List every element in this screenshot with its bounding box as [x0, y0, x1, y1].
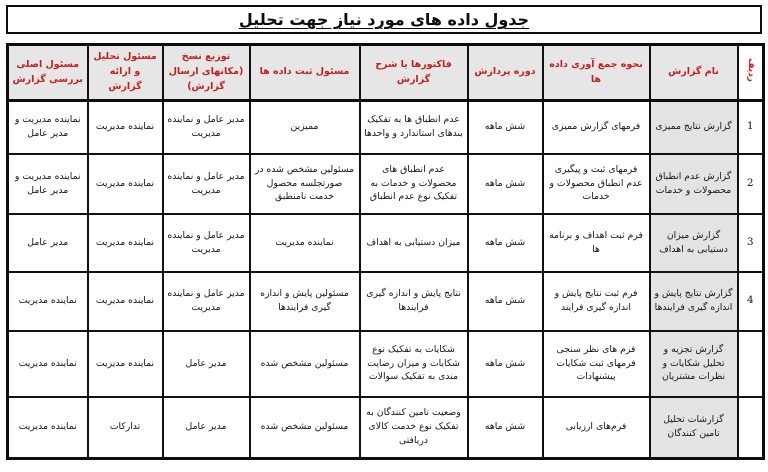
header-row: [8, 45, 764, 101]
cell-row-number: [738, 397, 764, 459]
cell-factors: عدم انطباق های محصولات و خدمات به تفکیک نوع عدم انطباق: [360, 154, 468, 214]
cell-analyst: نماینده مدیریت: [88, 272, 163, 331]
table-row: [8, 101, 764, 154]
cell-distribution: مدیر عامل و نماینده مدیریت: [163, 101, 250, 154]
cell-collection: فرم های نظر سنجی فرمهای ثبت شکایات پیشنهادات: [543, 331, 650, 397]
column-header-collection: نحوه جمع آوری داده ها: [543, 45, 650, 101]
cell-factors: عدم انطباق ها به تفکیک بندهای استاندارد و واحدها: [360, 101, 468, 154]
cell-distribution: مدیر عامل و نماینده مدیریت: [163, 214, 250, 272]
cell-row-number: [738, 331, 764, 397]
cell-reviewer: نماینده مدیریت: [8, 397, 88, 459]
cell-factors: میزان دستیابی به اهداف: [360, 214, 468, 272]
cell-report-name: گزارشات تحلیل تامین کنندگان: [650, 397, 738, 459]
table-row: [8, 154, 764, 214]
cell-reviewer: مدیر عامل: [8, 214, 88, 272]
document-title: جدول داده های مورد نیاز جهت تحلیل: [238, 10, 530, 29]
cell-reviewer: نماینده مدیریت و مدیر عامل: [8, 154, 88, 214]
cell-factors: شکایات به تفکیک نوع شکایات و میزان رضایت مندی به تفکیک سوالات: [360, 331, 468, 397]
column-header-distribution: توزیع نسخ (مکانهای ارسال گزارش): [163, 45, 250, 101]
cell-analyst: نماینده مدیریت: [88, 331, 163, 397]
cell-registrar: نماینده مدیریت: [250, 214, 360, 272]
cell-row-number: 3: [738, 214, 764, 272]
cell-analyst: تدارکات: [88, 397, 163, 459]
cell-row-number: 1: [738, 101, 764, 154]
cell-factors: نتایج پایش و اندازه گیری فرایندها: [360, 272, 468, 331]
cell-factors: وضعیت تامین کنندگان به تفکیک نوع خدمت کالای دریافتی: [360, 397, 468, 459]
cell-reviewer: نماینده مدیریت و مدیر عامل: [8, 101, 88, 154]
column-header-registrar: مسئول ثبت داده ها: [250, 45, 360, 101]
cell-period: شش ماهه: [468, 101, 543, 154]
cell-distribution: مدیر عامل: [163, 397, 250, 459]
cell-distribution: مدیر عامل و نماینده مدیریت: [163, 154, 250, 214]
table-row: [8, 272, 764, 331]
cell-report-name: گزارش عدم انطباق محصولات و خدمات: [650, 154, 738, 214]
table-row: [8, 331, 764, 397]
cell-report-name: گزارش میزان دستیابی به اهداف: [650, 214, 738, 272]
data-requirements-table: [6, 43, 765, 460]
table-row: [8, 214, 764, 272]
cell-distribution: مدیر عامل و نماینده مدیریت: [163, 272, 250, 331]
cell-row-number: 2: [738, 154, 764, 214]
cell-registrar: مسئولین مشخص شده: [250, 331, 360, 397]
column-header-reviewer: مسئول اصلی بررسی گزارش: [8, 45, 88, 101]
cell-period: شش ماهه: [468, 272, 543, 331]
column-header-factors: فاکتورها یا شرح گزارش: [360, 45, 468, 101]
cell-analyst: نماینده مدیریت: [88, 154, 163, 214]
column-header-row-number: [738, 45, 764, 101]
cell-analyst: نماینده مدیریت: [88, 214, 163, 272]
cell-registrar: مسئولین مشخص شده در صورتجلسه محصول خدمت نامنطبق: [250, 154, 360, 214]
cell-period: شش ماهه: [468, 214, 543, 272]
cell-reviewer: نماینده مدیریت: [8, 272, 88, 331]
cell-collection: فرم‌های ارزیابی: [543, 397, 650, 459]
cell-collection: فرمهای گزارش ممیزی: [543, 101, 650, 154]
cell-registrar: ممیزین: [250, 101, 360, 154]
cell-analyst: نماینده مدیریت: [88, 101, 163, 154]
cell-distribution: مدیر عامل: [163, 331, 250, 397]
cell-period: شش ماهه: [468, 397, 543, 459]
cell-period: شش ماهه: [468, 331, 543, 397]
cell-report-name: گزارش تجزیه و تحلیل شکایات و نظرات مشتریان: [650, 331, 738, 397]
cell-reviewer: نماینده مدیریت: [8, 331, 88, 397]
cell-row-number: 4: [738, 272, 764, 331]
column-header-analyst: مسئول تحلیل و ارائه گزارش: [88, 45, 163, 101]
table-row: [8, 397, 764, 459]
cell-report-name: گزارش نتایج پایش و اندازه گیری فرایندها: [650, 272, 738, 331]
column-header-period: دوره پردازش: [468, 45, 543, 101]
cell-collection: فرم ثبت نتایج پایش و اندازه گیری فرایند: [543, 272, 650, 331]
column-header-report-name: نام گزارش: [650, 45, 738, 101]
cell-registrar: مسئولین پایش و اندازه گیری فرایندها: [250, 272, 360, 331]
document-title-box: [6, 5, 762, 34]
row-number-header-label: ردیف: [746, 57, 757, 82]
cell-registrar: مسئولین مشخص شده: [250, 397, 360, 459]
cell-report-name: گزارش نتایج ممیزی: [650, 101, 738, 154]
cell-period: شش ماهه: [468, 154, 543, 214]
cell-collection: فرمهای ثبت و پیگیری عدم انطباق محصولات و خدمات: [543, 154, 650, 214]
cell-collection: فرم ثبت اهداف و برنامه ها: [543, 214, 650, 272]
